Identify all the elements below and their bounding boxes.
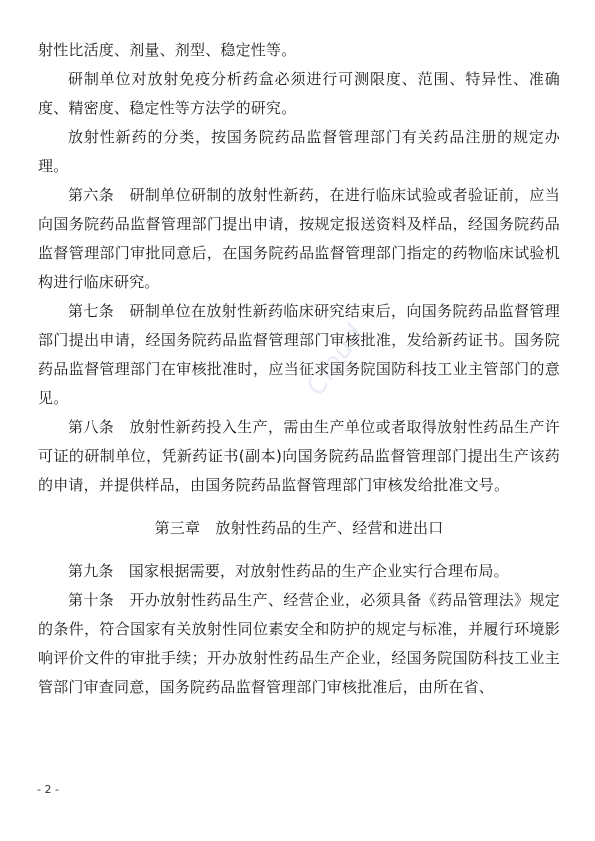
article-8-paragraph: 第八条 放射性新药投入生产，需由生产单位或者取得放射性药品生产许可证的研制单位，凭新药证书(副本)向国务院药品监督管理部门提出生产该药的申请，并提供样品，由国务院药品监督管理部门审核发给批准文号。 (38, 418, 560, 494)
paragraph: 放射性新药的分类，按国务院药品监督管理部门有关药品注册的规定办理。 (38, 128, 560, 175)
article-9-paragraph: 第九条 国家根据需要，对放射性药品的生产企业实行合理布局。 (68, 562, 509, 580)
chapter-heading: 第三章 放射性药品的生产、经营和进出口 (154, 519, 444, 537)
paragraph: 研制单位对放射免疫分析药盒必须进行可测限度、范围、特异性、准确度、精密度、稳定性等方法学的研究。 (38, 70, 560, 117)
article-7-paragraph: 第七条 研制单位在放射性新药临床研究结束后，向国务院药品监督管理部门提出申请，经国务院药品监督管理部门审核批准，发给新药证书。国务院药品监督管理部门在审核批准时，应当征求国务院国防科技工业主管部门的意见。 (38, 302, 560, 407)
paragraph: 射性比活度、剂量、剂型、稳定性等。 (38, 41, 297, 59)
page-number: - 2 - (37, 783, 59, 796)
article-6-paragraph: 第六条 研制单位研制的放射性新药，在进行临床试验或者验证前，应当向国务院药品监督管理部门提出申请，按规定报送资料及样品，经国务院药品监督管理部门审批同意后，在国务院药品监督管理部门指定的药物临床试验机构进行临床研究。 (38, 186, 560, 291)
watermark: Cloud (300, 318, 371, 402)
article-10-paragraph: 第十条 开办放射性药品生产、经营企业，必须具备《药品管理法》规定的条件，符合国家有关放射性同位素安全和防护的规定与标准，并履行环境影响评价文件的审批手续；开办放射性药品生产企业，经国务院国防科技工业主管部门审查同意，国务院药品监督管理部门审核批准后，由所在省、 (38, 591, 560, 696)
document-body (38, 36, 560, 702)
